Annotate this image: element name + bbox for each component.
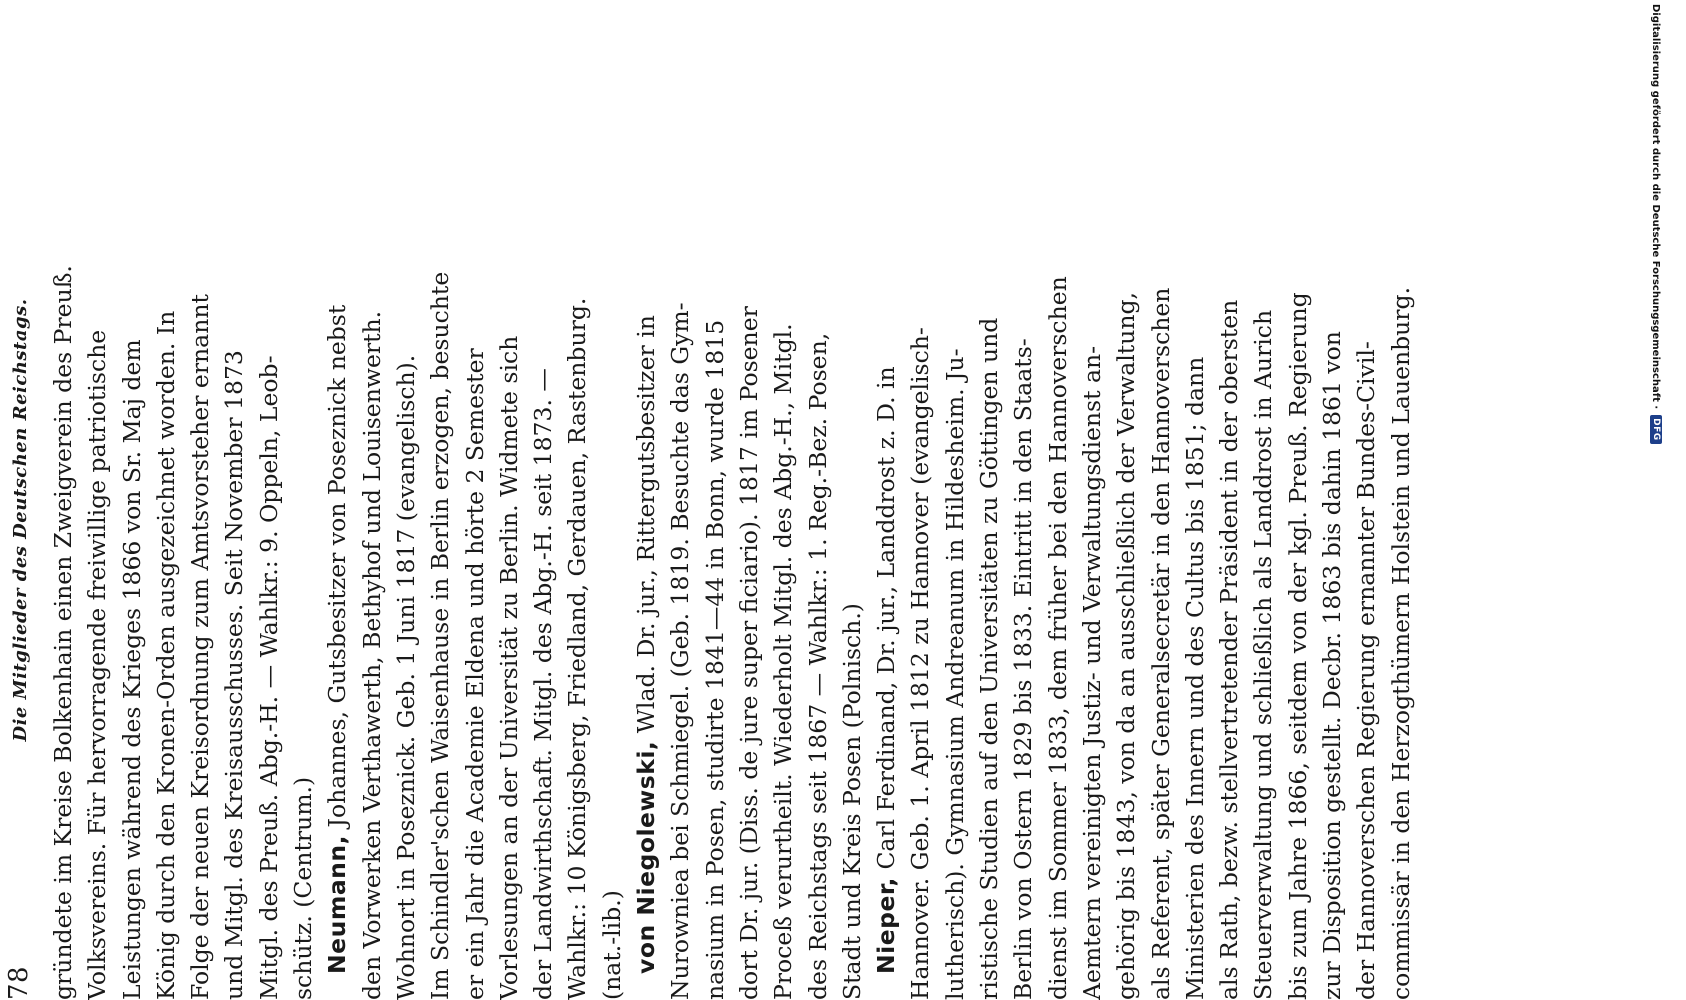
text-line: dienst im Sommer 1833, dem früher bei den Hannoverschen: [1043, 276, 1072, 1000]
text-line: lutherisch). Gymnasium Andreanum in Hildesheim. Ju-: [940, 348, 969, 1000]
entry-neumann: [320, 40, 629, 1000]
dfg-logo: DFG: [1650, 415, 1662, 444]
text-line: dort Dr. jur. (Diss. de jure super ficiario). 1817 im Posener: [734, 306, 763, 1000]
text-line: Carl Ferdinand, Dr. jur., Landdrost z. D. in: [872, 366, 901, 878]
text-line: Wlad. Dr. jur., Rittergutsbesitzer in: [632, 315, 661, 741]
text-line: Leistungen während des Krieges 1866 von Sr. Maj dem: [117, 339, 146, 1000]
entry-first-line: [629, 40, 663, 1000]
digitization-credit: [1647, 4, 1665, 1000]
text-line: ristische Studien auf den Universitäten zu Göttingen und: [975, 317, 1004, 1000]
text-line: der Hannoverschen Regierung ernannter Bundes-Civil-: [1352, 341, 1381, 1000]
entry-first-line: [869, 40, 903, 1000]
entry-niegolewski: [629, 40, 869, 1000]
page-number: 78: [4, 965, 34, 1000]
entry-name: Neumann,: [323, 834, 352, 974]
text-line: Steuerverwaltung und schließlich als Landdrost in Aurich: [1249, 309, 1278, 1000]
text-line: als Rath, bezw. stellvertretender Präsident in der obersten: [1215, 299, 1244, 1000]
text-line: nasium in Posen, studirte 1841—44 in Bonn, wurde 1815: [700, 319, 729, 1000]
text-line: Vorlesungen an der Universität zu Berlin. Widmete sich: [494, 335, 523, 1000]
text-line: (nat.-lib.): [597, 890, 626, 1000]
text-line: Folge der neuen Kreisordnung zum Amtsvorsteher ernannt: [186, 294, 215, 1000]
entry-name: Nieper,: [872, 877, 901, 974]
text-line: gehörig bis 1843, von da an ausschließlich der Verwaltung,: [1112, 292, 1141, 1000]
text-line: und Mitgl. des Kreisausschusses. Seit November 1873: [220, 350, 249, 1000]
text-line: Wahlkr.: 10 Königsberg, Friedland, Gerdauen, Rastenburg.: [563, 297, 592, 1000]
text-line: Stadt und Kreis Posen (Polnisch.): [837, 603, 866, 1000]
entry-first-line: [320, 40, 354, 1000]
running-header: [0, 40, 46, 1000]
text-line: Wohnort in Poseznick. Geb. 1 Juni 1817 (evangelisch).: [391, 354, 420, 1000]
running-title: Die Mitglieder des Deutschen Reichstags.: [10, 298, 31, 742]
text-line: der Landwirthschaft. Mitgl. des Abg.-H. seit 1873. —: [529, 368, 558, 1000]
rotated-text-block: [0, 40, 1415, 1000]
text-line: commissär in den Herzogthümern Holstein und Lauenburg.: [1386, 286, 1415, 1000]
text-line: Berlin von Ostern 1829 bis 1833. Eintritt in den Staats-: [1009, 338, 1038, 1000]
text-line: Hannover. Geb. 1. April 1812 zu Hannover (evangelisch-: [906, 327, 935, 1000]
text-line: des Reichstags seit 1867 — Wahlkr.: 1. Reg.-Bez. Posen,: [803, 332, 832, 1000]
text-line: schütz. (Centrum.): [289, 776, 318, 1000]
text-line: bis zum Jahre 1866, seitdem von der kgl. Preuß. Regierung: [1283, 292, 1312, 1000]
text-line: Aemtern vereinigten Justiz- und Verwaltungsdienst an-: [1077, 345, 1106, 1000]
text-line: Nurowniea bei Schmiegel. (Geb. 1819. Besuchte das Gym-: [666, 302, 695, 1000]
text-line: Johannes, Gutsbesitzer von Poseznick nebst: [323, 304, 352, 835]
text-line: Ministerien des Innern und des Cultus bis 1851; dann: [1180, 356, 1209, 1000]
entry-continuation: [46, 40, 320, 1000]
text-line: Proceß verurtheilt. Wiederholt Mitgl. des Abg.-H., Mitgl.: [769, 323, 798, 1000]
text-line: er ein Jahr die Academie Eldena und hörte 2 Semester: [460, 348, 489, 1000]
text-line: Volksvereins. Für hervorragende freiwillige patriotische: [83, 329, 112, 1000]
credit-text: Digitalisierung gefördert durch die Deutsche Forschungsgemeinschaft ·: [1650, 4, 1662, 410]
entry-nieper: [869, 40, 1418, 1000]
text-line: Im Schindler'schen Waisenhause in Berlin erzogen, besuchte: [426, 271, 455, 1000]
text-line: zur Disposition gestellt. Decbr. 1863 bis dahin 1861 von: [1317, 331, 1346, 1000]
text-line: gründete im Kreise Bolkenhain einen Zweigverein des Preuß.: [49, 265, 77, 1000]
text-line: Mitgl. des Preuß. Abg.-H. — Wahlkr.: 9. Oppeln, Leob-: [254, 355, 283, 1000]
text-line: König durch den Kronen-Orden ausgezeichnet worden. In: [151, 310, 180, 1000]
text-line: den Vorwerken Verthawerth, Bethyhof und Louisenwerth.: [357, 310, 386, 1000]
text-line: als Referent, später Generalsecretär in den Hannoverschen: [1146, 287, 1175, 1000]
entry-name: von Niegolewski,: [632, 740, 661, 974]
